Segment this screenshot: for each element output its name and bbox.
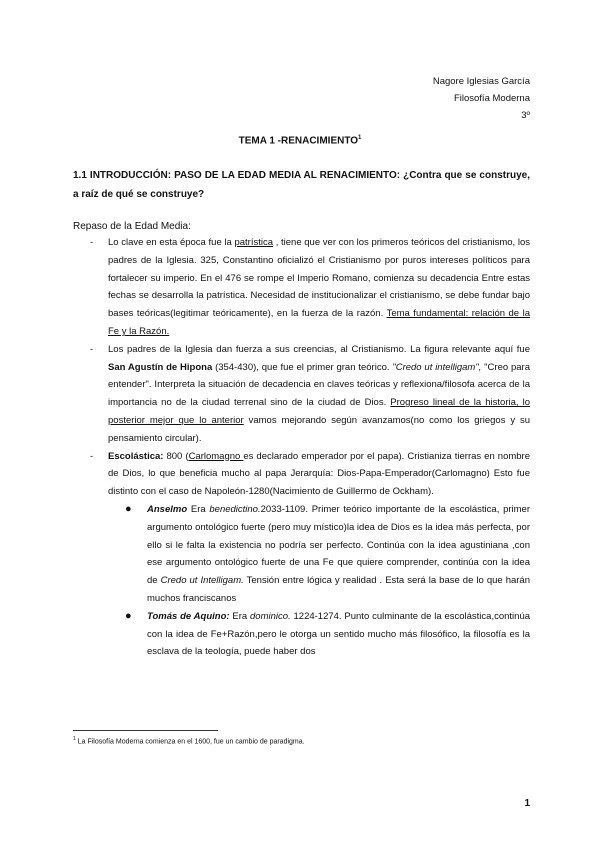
bold-italic-term: Anselmo	[147, 503, 188, 515]
underlined-term: Carlomagno	[188, 450, 244, 462]
text-run: , tiene que ver con los primeros teóricos del cristianismo, los padres de la Iglesia. 325, Constantino oficializó el Cristianismo por puros intereses políticos para fortalecer su imperio. En el 476 se rompe el Imperio Romano, comienza su decadencia Entre estas fechas se desarrolla la patrística. Necesidad de institucionalizar el cristianismo, se debe fundar bajo bases teóricas(legitimar teóricamente), en la fuerza de la razón.	[108, 237, 530, 320]
dot-marker: ●	[125, 609, 132, 622]
page-number: 1	[524, 798, 530, 809]
text-run: Era	[229, 610, 250, 622]
text-run: Era	[187, 503, 210, 515]
italic-term: dominico.	[250, 610, 291, 622]
footnote-divider	[73, 730, 218, 731]
page-title	[0, 135, 600, 146]
text-run: Tensión entre lógica y realidad . Esta será la base de lo que harán muchos franciscanos	[147, 575, 530, 604]
subbullet-tomas-aquino	[73, 608, 530, 661]
italic-term: benedictino.	[209, 503, 261, 515]
underlined-term: Progreso lineal de la historia, lo posterior mejor que lo anterior	[108, 397, 531, 426]
footnote-mark: 1	[73, 736, 76, 742]
footnote-reference: 1	[358, 135, 362, 141]
bullet-escolastica	[73, 448, 530, 501]
dash-marker: -	[90, 343, 94, 355]
course-level: 3º	[521, 110, 530, 121]
footnote-text: La Filosofía Moderna comienza en el 1600, fue un cambio de paradigma.	[75, 738, 305, 746]
bullet-patristica	[73, 234, 530, 341]
text-run: Los padres de la Iglesia dan fuerza a sus creencias, al Cristianismo. La figura relevante aquí fue	[108, 343, 530, 355]
author-name: Nagore Iglesias García	[432, 76, 530, 87]
dash-marker: -	[90, 237, 94, 248]
dash-marker: -	[90, 450, 94, 462]
title-text: TEMA 1 -RENACIMIENTO	[238, 135, 359, 147]
text-run: (354-430), que fue el primer gran teórico.	[212, 361, 393, 373]
dot-marker: ●	[125, 502, 132, 515]
section-heading: 1.1 INTRODUCCIÓN: PASO DE LA EDAD MEDIA AL RENACIMIENTO: ¿Contra que se construye, a raíz de qué se construye?	[73, 170, 530, 200]
underlined-term: Tema fundamental: relación de la Fe y la Razón.	[108, 308, 530, 337]
underlined-term: patrística	[234, 237, 274, 248]
italic-term: Credo ut Intelligam.	[160, 575, 244, 587]
course-name: Filosofía Moderna	[453, 93, 530, 104]
bold-term: San Agustín de Hipona	[108, 361, 213, 373]
intro-line: Repaso de la Edad Media:	[73, 221, 191, 232]
text-run: "Creo para entender". Interpreta la situación de decadencia en claves teóricas y reflexiona/filosofa acerca de la importancia no de la ciudad terrenal sino de la ciudad de Dios.	[108, 361, 531, 409]
bold-italic-term: Tomás de Aquino:	[147, 610, 230, 622]
text-run: 800 (	[163, 450, 189, 462]
text-run: 1224-1274. Punto culminante de la escolástica,continúa con la idea de Fe+Razón,pero le otorga un sentido mucho más filosófico, la filosofía es la esclava de la teología, puede haber dos	[147, 610, 531, 658]
text-run: vamos mejorando según avanzamos(no como los griegos y su pensamiento circular).	[108, 414, 531, 444]
text-run: es declarado emperador por el papa). Cristianiza tierras en nombre de Dios, lo que beneficia mucho al papa Jerarquía: Dios-Papa-Emperador(Carlomagno) Esto fue distinto con el caso de Napoleón-1280(Nacimiento de Guillermo de Ockham).	[108, 450, 531, 498]
subbullet-anselmo	[73, 501, 530, 608]
bold-term: Escolástica:	[108, 450, 164, 462]
text-run: 2033-1109. Primer teórico importante de la escolástica, primer argumento ontológico fuerte (pero muy místico)la idea de Dios es la idea más perfecta, por ello si le falta la existencia no podría ser perfecto. Continúa con la idea agustiniana ,con ese argumento ontológico fuerte de una Fe que quiere comprender, continúa con la idea de	[147, 503, 530, 587]
document-body	[73, 234, 530, 661]
bullet-padres-iglesia	[73, 341, 530, 448]
text-run: Lo clave en esta época fue la	[108, 237, 235, 248]
document-header	[433, 73, 530, 124]
italic-term: "Credo ut intelligam",	[392, 361, 482, 373]
footnote	[73, 736, 305, 745]
